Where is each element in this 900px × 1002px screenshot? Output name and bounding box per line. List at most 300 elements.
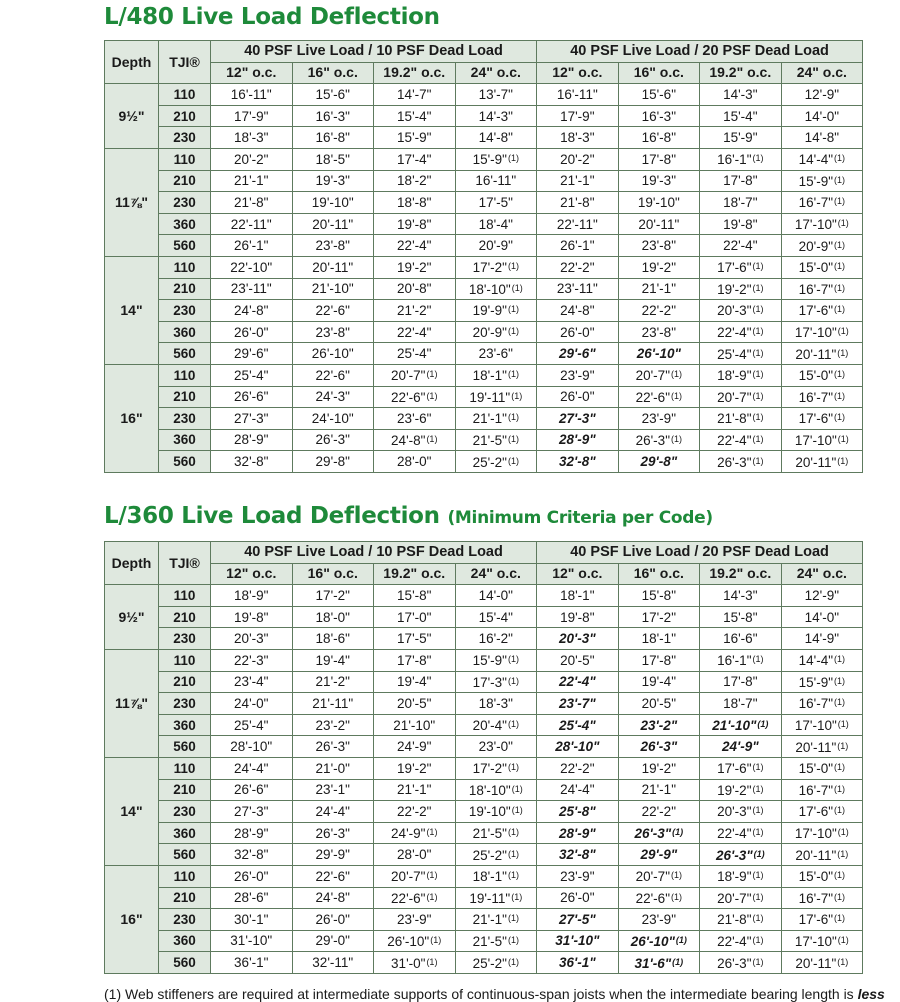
span-value: 13'-7" — [478, 86, 513, 102]
span-cell — [700, 364, 782, 386]
span-cell — [537, 930, 619, 952]
tji-cell: 210 — [159, 671, 211, 693]
tji-cell: 110 — [159, 84, 211, 106]
depth-cell: 11⅞" — [105, 649, 159, 757]
footnote-marker: (1) — [752, 369, 764, 380]
span-cell — [618, 757, 700, 779]
span-cell — [781, 278, 863, 300]
span-cell — [537, 343, 619, 365]
footnote-marker: (1) — [834, 783, 846, 794]
span-value: 19'-2" — [397, 760, 432, 776]
span-cell — [618, 451, 700, 473]
span-value: 22'-2" — [560, 259, 595, 275]
span-value: 18'-1" — [560, 587, 595, 603]
footnote-marker: (1) — [670, 390, 682, 401]
footnote-marker: (1) — [834, 805, 846, 816]
span-cell — [374, 84, 456, 106]
span-cell — [455, 757, 537, 779]
span-cell — [374, 364, 456, 386]
footnote-marker: (1) — [507, 369, 519, 380]
span-value: 28'-10" — [230, 739, 273, 755]
footnote-marker: (1) — [507, 326, 519, 337]
span-cell — [537, 865, 619, 887]
table-row — [105, 105, 863, 127]
span-cell — [700, 628, 782, 650]
span-cell — [455, 606, 537, 628]
footnote-text: (1) Web stiffeners are required at intermediate supports of continuous-span joists when the intermediate bearing length is — [104, 986, 854, 1002]
span-value: 20'-11" — [795, 454, 837, 470]
tji-cell: 560 — [159, 343, 211, 365]
span-cell — [700, 909, 782, 931]
span-value: 14'-3" — [723, 86, 758, 102]
depth-cell: 9½" — [105, 585, 159, 650]
depth-header: Depth — [105, 41, 159, 84]
span-cell — [292, 628, 374, 650]
span-cell — [292, 364, 374, 386]
footnote-marker: (1) — [752, 326, 764, 337]
span-cell — [781, 235, 863, 257]
span-cell — [211, 822, 293, 844]
span-cell — [700, 321, 782, 343]
table-row — [105, 451, 863, 473]
span-cell — [781, 671, 863, 693]
footnote-marker: (1) — [752, 891, 764, 902]
span-cell — [211, 628, 293, 650]
span-value: 29'-8" — [315, 454, 350, 470]
span-cell — [374, 757, 456, 779]
footnote-marker: (1) — [672, 956, 684, 967]
span-value: 26'-10" — [311, 346, 354, 362]
span-cell — [455, 693, 537, 715]
span-cell — [374, 779, 456, 801]
footnote-marker: (1) — [752, 433, 764, 444]
span-value: 17'-9" — [234, 108, 269, 124]
span-cell — [455, 213, 537, 235]
span-cell — [781, 105, 863, 127]
span-cell — [211, 865, 293, 887]
span-value: 15'-9" — [397, 130, 432, 146]
span-value: 21'-1" — [397, 782, 432, 798]
span-value: 16'-7" — [798, 782, 834, 798]
span-cell — [455, 451, 537, 473]
span-cell — [455, 909, 537, 931]
spacing-header: 16" o.c. — [292, 563, 374, 585]
span-value: 17'-8" — [641, 151, 676, 167]
tji-cell: 110 — [159, 757, 211, 779]
span-value: 21'-10" — [712, 718, 757, 734]
span-cell — [537, 844, 619, 866]
span-cell — [618, 606, 700, 628]
span-value: 18'-6" — [315, 631, 350, 647]
span-cell — [618, 585, 700, 607]
depth-cell: 16" — [105, 364, 159, 472]
tji-cell: 210 — [159, 170, 211, 192]
span-value: 29'-6" — [234, 346, 269, 362]
span-value: 14'-3" — [478, 108, 513, 124]
span-cell — [455, 235, 537, 257]
span-value: 20'-11" — [312, 216, 354, 232]
span-value: 17'-6" — [798, 303, 834, 319]
span-cell — [700, 649, 782, 671]
span-value: 16'-3" — [315, 108, 350, 124]
span-cell — [455, 321, 537, 343]
span-value: 15'-8" — [723, 609, 758, 625]
span-cell — [292, 300, 374, 322]
span-value: 26'-3" — [315, 825, 350, 841]
span-value: 18'-4" — [478, 216, 513, 232]
span-value: 15'-4" — [397, 108, 432, 124]
footnote-marker: (1) — [752, 390, 764, 401]
table-row — [105, 321, 863, 343]
span-value: 31'-0" — [391, 955, 426, 971]
span-cell — [374, 429, 456, 451]
span-cell — [618, 714, 700, 736]
span-cell — [618, 256, 700, 278]
span-value: 18'-5" — [315, 151, 350, 167]
tji-cell: 230 — [159, 192, 211, 214]
span-value: 26'-10" — [630, 933, 675, 949]
footnote — [104, 986, 885, 1002]
span-cell — [455, 930, 537, 952]
span-value: 27'-3" — [234, 803, 269, 819]
span-value: 22'-4" — [558, 674, 596, 690]
span-cell — [781, 585, 863, 607]
span-cell — [455, 887, 537, 909]
span-cell — [781, 779, 863, 801]
span-value: 21'-2" — [315, 674, 350, 690]
span-cell — [292, 127, 374, 149]
span-cell — [374, 170, 456, 192]
span-cell — [211, 451, 293, 473]
span-value: 21'-2" — [397, 302, 432, 318]
span-value: 20'-7" — [717, 389, 752, 405]
span-value: 23'-8" — [315, 238, 350, 254]
span-cell — [292, 714, 374, 736]
span-value: 28'-9" — [558, 825, 596, 841]
span-cell — [700, 278, 782, 300]
span-value: 28'-9" — [558, 432, 596, 448]
span-cell — [781, 321, 863, 343]
span-cell — [374, 865, 456, 887]
span-value: 17'-6" — [717, 761, 752, 777]
depth-cell: 11⅞" — [105, 148, 159, 256]
span-cell — [292, 585, 374, 607]
span-cell — [374, 192, 456, 214]
span-cell — [292, 736, 374, 758]
span-cell — [618, 671, 700, 693]
span-value: 17'-5" — [478, 194, 513, 210]
span-value: 18'-3" — [234, 130, 269, 146]
footnote-marker: (1) — [511, 891, 523, 902]
span-cell — [700, 170, 782, 192]
span-value: 25'-4" — [558, 717, 596, 733]
span-value: 18'-9" — [717, 368, 752, 384]
span-value: 27'-3" — [234, 410, 269, 426]
span-cell — [537, 779, 619, 801]
span-value: 21'-5" — [472, 432, 507, 448]
span-cell — [211, 757, 293, 779]
span-cell — [700, 822, 782, 844]
span-cell — [211, 887, 293, 909]
footnote-marker: (1) — [834, 390, 846, 401]
span-value: 24'-9" — [391, 826, 426, 842]
span-value: 31'-10" — [230, 933, 273, 949]
span-value: 21'-11" — [312, 695, 354, 711]
span-cell — [700, 930, 782, 952]
span-cell — [374, 300, 456, 322]
span-cell — [292, 148, 374, 170]
footnote-marker: (1) — [837, 455, 849, 466]
span-cell — [618, 844, 700, 866]
span-cell — [455, 386, 537, 408]
span-cell — [292, 84, 374, 106]
span-value: 15'-4" — [723, 108, 758, 124]
span-cell — [537, 757, 619, 779]
span-cell — [700, 343, 782, 365]
span-value: 16'-8" — [315, 130, 350, 146]
footnote-marker: (1) — [834, 891, 846, 902]
footnote-marker: (1) — [752, 934, 764, 945]
footnote-marker: (1) — [507, 719, 519, 730]
table-row — [105, 649, 863, 671]
footnote-marker: (1) — [752, 261, 764, 272]
table-row — [105, 909, 863, 931]
table-row — [105, 628, 863, 650]
span-value: 17'-6" — [798, 411, 834, 427]
table-title — [104, 4, 440, 30]
span-cell — [455, 844, 537, 866]
span-value: 20'-11" — [638, 216, 680, 232]
span-cell — [537, 736, 619, 758]
span-cell — [781, 801, 863, 823]
span-cell — [618, 364, 700, 386]
span-cell — [537, 801, 619, 823]
span-cell — [211, 192, 293, 214]
span-cell — [781, 714, 863, 736]
span-cell — [455, 628, 537, 650]
footnote-marker: (1) — [752, 762, 764, 773]
span-cell — [374, 930, 456, 952]
depth-cell: 9½" — [105, 84, 159, 149]
footnote-marker: (1) — [511, 783, 523, 794]
tji-cell: 210 — [159, 779, 211, 801]
span-cell — [374, 887, 456, 909]
span-value: 21'-1" — [472, 912, 507, 928]
span-value: 17'-4" — [397, 151, 432, 167]
span-value: 20'-3" — [717, 303, 752, 319]
footnote-marker: (1) — [834, 913, 846, 924]
span-value: 23'-7" — [558, 695, 596, 711]
footnote-marker: (1) — [426, 827, 438, 838]
span-value: 19'-10" — [468, 804, 511, 820]
span-cell — [374, 671, 456, 693]
table-row — [105, 693, 863, 715]
span-cell — [211, 300, 293, 322]
span-value: 14'-4" — [798, 152, 834, 168]
span-cell — [211, 585, 293, 607]
span-value: 17'-10" — [794, 933, 837, 949]
span-value: 25'-8" — [558, 803, 596, 819]
span-value: 22'-2" — [641, 803, 676, 819]
span-cell — [292, 779, 374, 801]
tji-cell: 560 — [159, 952, 211, 974]
span-value: 26'-10" — [636, 346, 681, 362]
span-value: 24'-0" — [234, 695, 269, 711]
tji-cell: 360 — [159, 822, 211, 844]
span-value: 24'-9" — [721, 739, 759, 755]
span-value: 15'-8" — [641, 587, 676, 603]
span-cell — [374, 105, 456, 127]
span-value: 27'-5" — [558, 911, 596, 927]
span-value: 26'-3" — [315, 432, 350, 448]
table-row — [105, 235, 863, 257]
span-cell — [374, 693, 456, 715]
footnote-marker: (1) — [752, 412, 764, 423]
span-cell — [700, 606, 782, 628]
span-cell — [618, 300, 700, 322]
span-value: 15'-4" — [478, 609, 513, 625]
span-value: 32'-8" — [558, 847, 596, 863]
footnote-marker: (1) — [834, 239, 846, 250]
span-cell — [374, 408, 456, 430]
span-value: 17'-8" — [723, 674, 758, 690]
span-cell — [374, 952, 456, 974]
title-text: L/360 Live Load Deflection — [104, 503, 440, 529]
span-value: 28'-10" — [555, 739, 600, 755]
span-value: 20'-5" — [397, 695, 432, 711]
span-value: 15'-0" — [798, 368, 834, 384]
span-value: 26'-6" — [234, 389, 269, 405]
spacing-header: 24" o.c. — [455, 62, 537, 84]
span-value: 24'-9" — [397, 739, 432, 755]
span-cell — [211, 256, 293, 278]
footnote-marker: (1) — [507, 412, 519, 423]
footnote-marker: (1) — [426, 956, 438, 967]
footnote-marker: (1) — [752, 304, 764, 315]
span-cell — [374, 213, 456, 235]
span-value: 15'-0" — [798, 869, 834, 885]
footnote-marker: (1) — [507, 870, 519, 881]
footnote-marker: (1) — [837, 827, 849, 838]
span-value: 36'-1" — [234, 955, 269, 971]
footnote-marker: (1) — [507, 261, 519, 272]
span-value: 22'-11" — [556, 216, 598, 232]
span-value: 16'-8" — [641, 130, 676, 146]
spacing-header: 16" o.c. — [618, 62, 700, 84]
span-value: 19'-4" — [315, 652, 350, 668]
span-value: 23'-6" — [397, 410, 432, 426]
footnote-marker: (1) — [834, 870, 846, 881]
span-value: 19'-4" — [641, 674, 676, 690]
span-value: 32'-8" — [234, 454, 269, 470]
span-cell — [537, 148, 619, 170]
span-value: 15'-9" — [723, 130, 758, 146]
span-cell — [537, 235, 619, 257]
span-value: 19'-8" — [560, 609, 595, 625]
span-cell — [700, 844, 782, 866]
span-value: 26'-3" — [715, 847, 753, 863]
span-cell — [537, 408, 619, 430]
footnote-marker: (1) — [670, 891, 682, 902]
span-cell — [700, 671, 782, 693]
span-value: 17'-10" — [794, 432, 837, 448]
span-cell — [700, 693, 782, 715]
span-cell — [374, 343, 456, 365]
span-value: 20'-8" — [397, 281, 432, 297]
span-cell — [618, 887, 700, 909]
span-value: 24'-10" — [311, 410, 354, 426]
footnote-marker: (1) — [426, 390, 438, 401]
span-value: 21'-1" — [641, 782, 676, 798]
span-cell — [618, 148, 700, 170]
span-value: 19'-4" — [397, 674, 432, 690]
table-row — [105, 779, 863, 801]
footnote-marker: (1) — [507, 913, 519, 924]
span-cell — [537, 628, 619, 650]
spacing-header: 24" o.c. — [781, 62, 863, 84]
span-cell — [292, 429, 374, 451]
span-cell — [781, 909, 863, 931]
span-value: 22'-6" — [315, 868, 350, 884]
table-row — [105, 278, 863, 300]
span-value: 23'-11" — [556, 281, 598, 297]
span-value: 29'-9" — [640, 847, 678, 863]
span-value: 18'-7" — [723, 194, 758, 210]
span-value: 22'-6" — [635, 389, 670, 405]
span-cell — [537, 606, 619, 628]
span-cell — [618, 952, 700, 974]
span-value: 17'-6" — [717, 260, 752, 276]
span-cell — [537, 649, 619, 671]
tji-cell: 560 — [159, 451, 211, 473]
span-value: 23'-2" — [315, 717, 350, 733]
span-value: 17'-6" — [798, 912, 834, 928]
span-cell — [618, 628, 700, 650]
span-value: 16'-6" — [723, 631, 758, 647]
span-cell — [618, 909, 700, 931]
span-cell — [618, 930, 700, 952]
footnote-marker: (1) — [507, 827, 519, 838]
table-row — [105, 213, 863, 235]
span-value: 20'-5" — [641, 695, 676, 711]
span-cell — [537, 213, 619, 235]
span-value: 19'-3" — [315, 173, 350, 189]
footnote-marker: (1) — [507, 934, 519, 945]
spacing-header: 24" o.c. — [781, 563, 863, 585]
span-value: 20'-7" — [635, 368, 670, 384]
span-value: 20'-3" — [234, 631, 269, 647]
span-value: 25'-4" — [717, 346, 752, 362]
footnote-marker: (1) — [837, 848, 849, 859]
span-value: 21'-5" — [472, 826, 507, 842]
footnote-marker: (1) — [672, 827, 684, 838]
span-cell — [211, 170, 293, 192]
span-value: 22'-6" — [391, 890, 426, 906]
tji-header: TJI® — [159, 41, 211, 84]
footnote-marker: (1) — [670, 433, 682, 444]
span-value: 18'-7" — [723, 695, 758, 711]
load-group-header: 40 PSF Live Load / 20 PSF Dead Load — [537, 542, 863, 564]
span-value: 19'-11" — [469, 890, 511, 906]
load-group-header: 40 PSF Live Load / 10 PSF Dead Load — [211, 542, 537, 564]
span-value: 23'-9" — [560, 367, 595, 383]
span-value: 20'-9" — [798, 238, 834, 254]
span-value: 22'-6" — [315, 302, 350, 318]
footnote-marker: (1) — [834, 697, 846, 708]
span-cell — [292, 451, 374, 473]
span-cell — [211, 671, 293, 693]
span-cell — [700, 235, 782, 257]
